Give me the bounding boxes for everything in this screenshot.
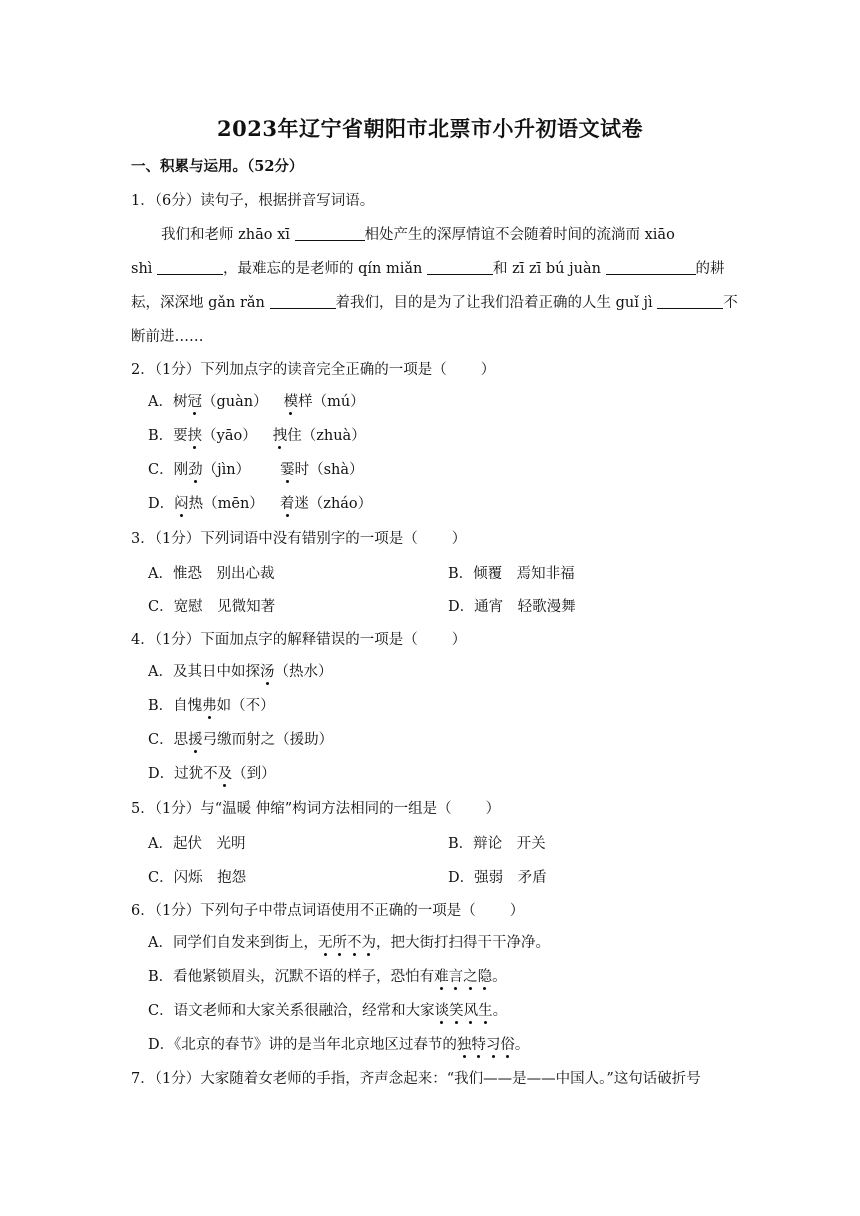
q6-option-a[interactable]: A．同学们自发来到街上，无所不为，把大街打扫得干干净净。 — [148, 935, 550, 951]
q1-line-2: shì ，最难忘的是老师的 qín miǎn 和 zī zī bú juàn 的耕 — [131, 261, 725, 277]
q6-stem: 6．（1分）下列句子中带点词语使用不正确的一项是（ ） — [131, 903, 525, 919]
dotted-char: 着 — [279, 496, 295, 512]
dotted-char: 劲 — [188, 462, 203, 478]
q6-option-c[interactable]: C．语文老师和大家关系很融洽，经常和大家谈笑风生。 — [148, 1003, 508, 1019]
q2-option-d[interactable]: D．闷热（mēn） 着迷（zháo） — [148, 496, 373, 512]
q3-option-d[interactable]: D．通宵 轻歌漫舞 — [448, 599, 576, 615]
section-heading: 一、积累与运用。（52分） — [131, 158, 304, 175]
q2-stem: 2．（1分）下列加点字的读音完全正确的一项是（ ） — [131, 362, 496, 378]
q1-line-1: 我们和老师 zhāo xī 相处产生的深厚情谊不会随着时间的流淌而 xiāo — [161, 227, 675, 243]
q4-option-b[interactable]: B．自愧弗如（不） — [148, 698, 275, 714]
q4-stem: 4．（1分）下面加点字的解释错误的一项是（ ） — [131, 632, 467, 648]
page-title: 2023年辽宁省朝阳市北票市小升初语文试卷 — [217, 116, 643, 141]
dotted-char: 汤 — [259, 664, 275, 680]
q3-stem: 3．（1分）下列词语中没有错别字的一项是（ ） — [131, 531, 467, 547]
q4-option-d[interactable]: D．过犹不及（到） — [148, 766, 276, 782]
answer-blank[interactable] — [427, 260, 493, 275]
dotted-char: 冠 — [187, 394, 202, 410]
q5-stem: 5．（1分）与“温暖 伸缩”构词方法相同的一组是（ ） — [131, 801, 501, 817]
q4-option-c[interactable]: C．思援弓缴而射之（援助） — [148, 732, 334, 748]
dotted-char: 弗 — [202, 698, 217, 714]
dotted-word: 难言之隐 — [434, 969, 493, 985]
answer-blank[interactable] — [606, 260, 696, 275]
q2-option-c[interactable]: C．刚劲（jìn） 霎时（shà） — [148, 462, 364, 478]
q6-option-b[interactable]: B．看他紧锁眉头，沉默不语的样子，恐怕有难言之隐。 — [148, 969, 507, 985]
dotted-word: 无所不为 — [317, 935, 376, 951]
q4-option-a[interactable]: A．及其日中如探汤（热水） — [148, 664, 333, 680]
dotted-char: 闷 — [174, 496, 189, 512]
answer-blank[interactable] — [157, 260, 223, 275]
dotted-word: 独特习俗 — [456, 1037, 515, 1053]
q7-stem: 7．（1分）大家随着女老师的手指，齐声念起来：“我们——是——中国人。”这句话破折号 — [131, 1071, 701, 1087]
q5-option-c[interactable]: C．闪烁 抱怨 — [148, 870, 247, 886]
dotted-char: 拽 — [272, 428, 288, 444]
q2-option-b[interactable]: B．要挟（yāo） 拽住（zhuà） — [148, 428, 366, 444]
answer-blank[interactable] — [295, 226, 365, 241]
answer-blank[interactable] — [270, 294, 336, 309]
q2-option-a[interactable]: A．树冠（guàn） 模样（mú） — [148, 394, 365, 410]
dotted-char: 援 — [188, 732, 203, 748]
q1-stem: 1．（6分）读句子，根据拼音写词语。 — [131, 193, 375, 209]
q6-option-d[interactable]: D．《北京的春节》讲的是当年北京地区过春节的独特习俗。 — [148, 1037, 530, 1053]
q3-option-a[interactable]: A．惟恐 别出心裁 — [148, 566, 275, 582]
dotted-char: 模 — [283, 394, 299, 410]
answer-blank[interactable] — [657, 294, 723, 309]
dotted-char: 挟 — [187, 428, 203, 444]
q5-option-b[interactable]: B．辩论 开关 — [448, 836, 546, 852]
dotted-word: 谈笑风生 — [434, 1003, 493, 1019]
q1-line-3: 耘，深深地 gǎn rǎn 着我们，目的是为了让我们沿着正确的人生 guǐ jì 不 — [131, 295, 738, 311]
dotted-char: 霎 — [280, 462, 295, 478]
q3-option-c[interactable]: C．宽慰 见微知著 — [148, 599, 276, 615]
dotted-char: 及 — [217, 766, 233, 782]
q3-option-b[interactable]: B．倾覆 焉知非福 — [448, 566, 575, 582]
q5-option-d[interactable]: D．强弱 矛盾 — [448, 870, 547, 886]
q1-line-4: 断前进…… — [131, 329, 204, 345]
q5-option-a[interactable]: A．起伏 光明 — [148, 836, 246, 852]
